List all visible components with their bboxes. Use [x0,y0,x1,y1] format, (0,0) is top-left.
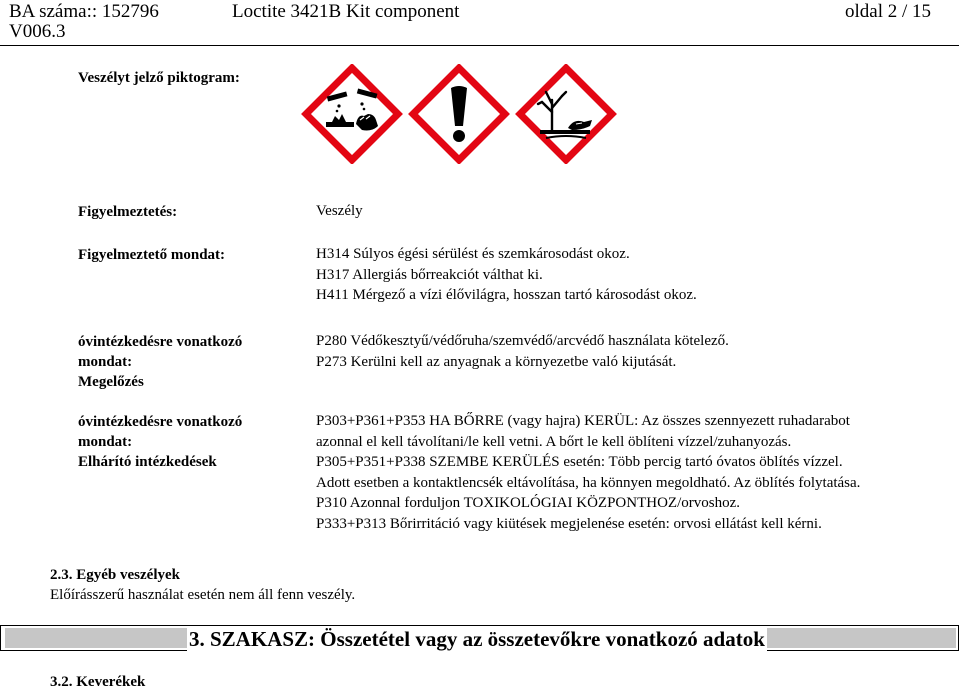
prevention-label-line: Megelőzés [78,374,144,390]
precaution-statement: P303+P361+P353 HA BŐRRE (vagy hajra) KERÜL: Az összes szennyezett ruhadarabot [316,413,850,429]
response-label-line: Elhárító intézkedések [78,454,217,470]
hazard-label: Figyelmeztető mondat: [78,247,226,263]
header-divider [0,45,959,46]
ghs-pictograms [300,64,620,164]
ba-number: BA száma:: 152796 [9,1,159,22]
hazard-statement: H411 Mérgező a vízi élővilágra, hosszan tartó károsodást okoz. [316,287,697,303]
precaution-statement: Adott esetben a kontaktlencsék eltávolítása, ha könnyen megoldható. Az öblítés folytatása. [316,474,861,491]
response-statements [316,411,860,534]
precaution-statement: P333+P313 Bőrirritáció vagy kiütések megjelenése esetén: orvosi ellátást kell kérni. [316,515,822,532]
pictogram-label: Veszélyt jelző piktogram: [78,70,240,86]
signal-word: Veszély [316,203,363,219]
prevention-label-line: mondat: [78,354,133,370]
page-number: oldal 2 / 15 [845,1,932,22]
precaution-statement: P305+P351+P338 SZEMBE KERÜLÉS esetén: Több percig tartó óvatos öblítés vízzel. [316,454,843,470]
section-3-header [0,625,959,651]
corrosion-icon [300,64,404,164]
precaution-statement: azonnal el kell távolítani/le kell vetni. A bőrt le kell öblíteni vízzel/zuhanyozás. [316,433,792,450]
signal-label: Figyelmeztetés: [78,204,178,220]
other-hazards-text: Előírásszerű használat esetén nem áll fenn veszély. [50,587,356,603]
response-label-line: óvintézkedésre vonatkozó [78,414,243,430]
response-label [78,412,242,472]
prevention-statements [316,331,729,372]
precaution-statement: P310 Azonnal forduljon TOXIKOLÓGIAI KÖZPONTHOZ/orvoshoz. [316,495,740,511]
hazard-statement: H314 Súlyos égési sérülést és szemkárosodást okoz. [316,246,630,262]
exclamation-mark-icon [407,64,511,164]
prevention-label-line: óvintézkedésre vonatkozó [78,334,243,350]
hazard-statement: H317 Allergiás bőrreakciót válthat ki. [316,266,543,283]
section-3-title: 3. SZAKASZ: Összetétel vagy az összetevőkre vonatkozó adatok [189,627,765,651]
mixtures-heading: 3.2. Keverékek [50,674,146,690]
product-name: Loctite 3421B Kit component [232,1,460,22]
hazard-statements [316,244,697,306]
version-label: V006.3 [9,21,66,42]
environment-icon [514,64,618,164]
prevention-label [78,332,242,392]
precaution-statement: P273 Kerülni kell az anyagnak a környezetbe való kijutását. [316,353,677,370]
response-label-line: mondat: [78,434,133,450]
precaution-statement: P280 Védőkesztyű/védőruha/szemvédő/arcvédő használata kötelező. [316,333,729,349]
other-hazards-heading: 2.3. Egyéb veszélyek [50,567,180,583]
